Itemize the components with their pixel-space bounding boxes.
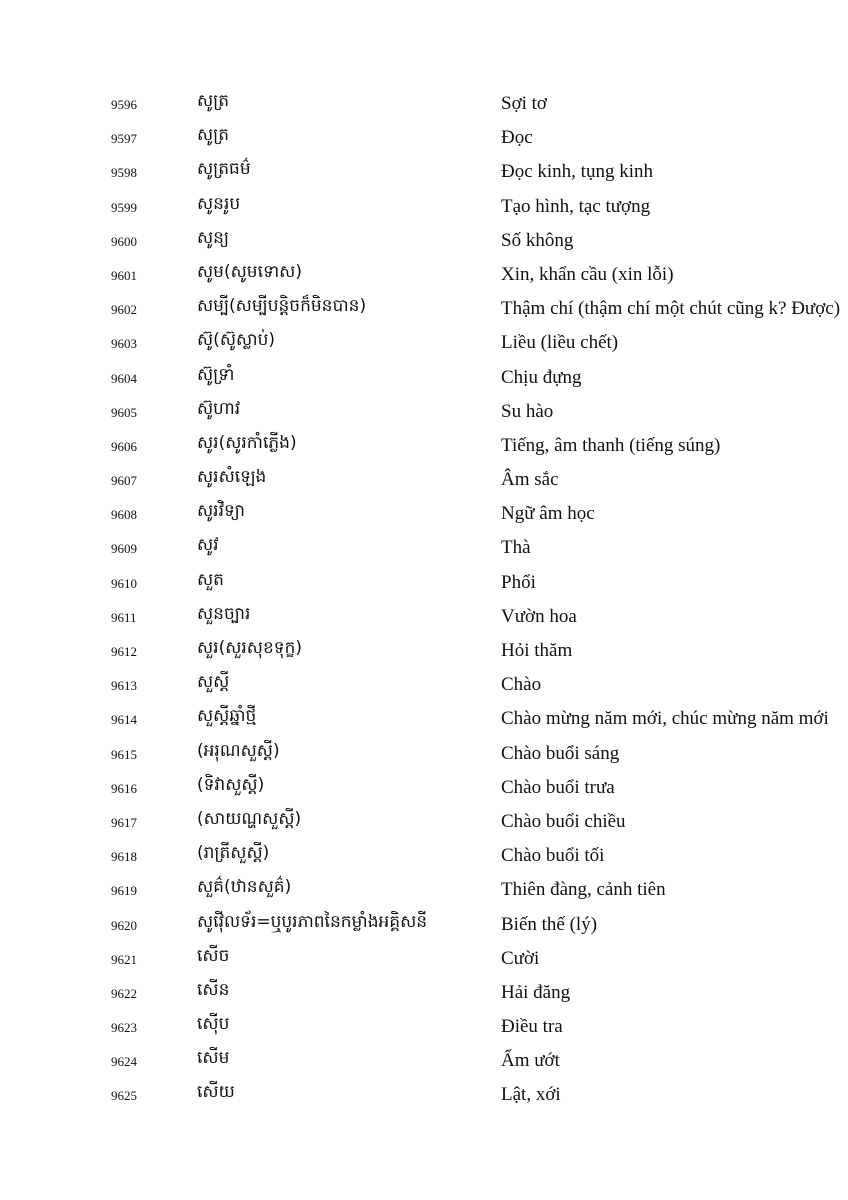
vietnamese-translation: Lật, xới xyxy=(501,1084,561,1106)
khmer-word: សូន្យ xyxy=(197,227,230,248)
khmer-word: សើច xyxy=(197,945,230,966)
vietnamese-translation: Số không xyxy=(501,229,574,251)
khmer-word: សូត្រ xyxy=(197,125,230,146)
vietnamese-translation: Cười xyxy=(501,947,540,969)
vietnamese-translation: Su hào xyxy=(501,400,554,422)
dictionary-entry-row xyxy=(0,360,848,394)
vietnamese-translation: Thà xyxy=(501,537,531,559)
vietnamese-translation: Thiên đàng, cảnh tiên xyxy=(501,879,666,901)
dictionary-entry-row xyxy=(0,599,848,633)
entry-number: 9613 xyxy=(111,678,137,694)
vietnamese-translation: Phổi xyxy=(501,571,536,593)
vietnamese-translation: Điều tra xyxy=(501,1016,563,1038)
entry-number: 9611 xyxy=(111,609,137,625)
vietnamese-translation: Ngữ âm học xyxy=(501,503,595,525)
entry-number: 9625 xyxy=(111,1088,137,1104)
dictionary-entry-row xyxy=(0,667,848,701)
khmer-word: (អរុណសួស្តី) xyxy=(197,740,280,761)
vietnamese-translation: Chào buổi tối xyxy=(501,845,605,867)
dictionary-entry-row xyxy=(0,907,848,941)
khmer-word: សូរ(សូរកាំភ្លើង) xyxy=(197,432,297,453)
vietnamese-translation: Chào buổi chiều xyxy=(501,810,626,832)
entry-number: 9603 xyxy=(111,336,137,352)
entry-number: 9597 xyxy=(111,131,137,147)
entry-number: 9614 xyxy=(111,712,137,728)
dictionary-entry-row xyxy=(0,86,848,120)
vietnamese-translation: Thậm chí (thậm chí một chút cũng k? Được) xyxy=(501,298,841,320)
entry-number: 9618 xyxy=(111,849,137,865)
entry-number: 9600 xyxy=(111,233,137,249)
vietnamese-translation: Biến thế (lý) xyxy=(501,913,598,935)
entry-number: 9624 xyxy=(111,1054,137,1070)
entry-number: 9615 xyxy=(111,746,137,762)
dictionary-entry-row xyxy=(0,872,848,906)
entry-number: 9609 xyxy=(111,541,137,557)
vietnamese-translation: Liều (liều chết) xyxy=(501,332,619,354)
khmer-word: សើយ xyxy=(197,1082,235,1103)
dictionary-entry-row xyxy=(0,1077,848,1111)
entry-number: 9620 xyxy=(111,917,137,933)
entry-number: 9608 xyxy=(111,507,137,523)
dictionary-entry-row xyxy=(0,838,848,872)
vietnamese-translation: Ẩm ướt xyxy=(501,1050,560,1072)
khmer-word: សូវ៉ើលទ័រ=ឬបូរភាពនៃកម្លាំងអគ្គិសនី xyxy=(197,911,428,932)
vietnamese-translation: Chào xyxy=(501,674,542,696)
dictionary-entry-row xyxy=(0,530,848,564)
dictionary-entry-row xyxy=(0,462,848,496)
dictionary-entry-row xyxy=(0,223,848,257)
khmer-word: ស៊ូ(ស៊ូស្លាប់) xyxy=(197,330,276,351)
khmer-word: សើម xyxy=(197,1048,230,1069)
khmer-word: ស៊ូទ្រាំ xyxy=(197,364,235,385)
dictionary-entry-row xyxy=(0,975,848,1009)
dictionary-entry-row xyxy=(0,189,848,223)
vietnamese-translation: Tạo hình, tạc tượng xyxy=(501,195,651,217)
khmer-word: (សាយណ្ហសួស្តី) xyxy=(197,808,302,829)
dictionary-entry-row xyxy=(0,154,848,188)
vietnamese-translation: Hải đăng xyxy=(501,981,571,1003)
dictionary-entry-row xyxy=(0,941,848,975)
entry-number: 9605 xyxy=(111,404,137,420)
khmer-word: សួស្តីឆ្នាំថ្មី xyxy=(197,706,257,727)
dictionary-entry-row xyxy=(0,701,848,735)
entry-number: 9604 xyxy=(111,370,137,386)
khmer-word: សួនច្បារ xyxy=(197,603,251,624)
entry-number: 9599 xyxy=(111,199,137,215)
khmer-word: (ទិវាសួស្តី) xyxy=(197,774,265,795)
dictionary-entry-row xyxy=(0,633,848,667)
khmer-word: សូម(សូមទោស) xyxy=(197,261,302,282)
dictionary-entry-row xyxy=(0,394,848,428)
khmer-word: សូនរូប xyxy=(197,193,241,214)
entry-number: 9598 xyxy=(111,165,137,181)
vietnamese-translation: Sợi tơ xyxy=(501,93,547,114)
dictionary-entry-row xyxy=(0,428,848,462)
dictionary-entry-row xyxy=(0,325,848,359)
entry-number: 9617 xyxy=(111,814,137,830)
entry-number: 9607 xyxy=(111,473,137,489)
dictionary-entries xyxy=(0,86,848,1112)
vietnamese-translation: Tiếng, âm thanh (tiếng súng) xyxy=(501,434,721,456)
entry-number: 9623 xyxy=(111,1020,137,1036)
khmer-word: សូវ xyxy=(197,535,219,556)
dictionary-entry-row xyxy=(0,120,848,154)
vietnamese-translation: Chào buổi sáng xyxy=(501,742,620,764)
khmer-word: សូរវិទ្យា xyxy=(197,501,245,522)
dictionary-entry-row xyxy=(0,1043,848,1077)
vietnamese-translation: Đọc kinh, tụng kinh xyxy=(501,161,653,183)
entry-number: 9616 xyxy=(111,780,137,796)
vietnamese-translation: Hỏi thăm xyxy=(501,640,573,661)
khmer-word: សម្បី(សម្បីបន្តិចក៏មិនបាន) xyxy=(197,296,367,317)
khmer-word: ស៊ើប xyxy=(197,1014,230,1035)
vietnamese-translation: Xin, khẩn cầu (xin lỗi) xyxy=(501,263,674,285)
khmer-word: សូត្រ xyxy=(197,91,230,111)
vietnamese-translation: Chịu đựng xyxy=(501,366,582,388)
khmer-word: សួស្តី xyxy=(197,672,230,693)
dictionary-entry-row xyxy=(0,291,848,325)
vietnamese-translation: Chào buổi trưa xyxy=(501,776,615,798)
entry-number: 9621 xyxy=(111,951,137,967)
dictionary-entry-row xyxy=(0,257,848,291)
vietnamese-translation: Vườn hoa xyxy=(501,605,577,627)
vietnamese-translation: Chào mừng năm mới, chúc mừng năm mới xyxy=(501,708,829,730)
entry-number: 9619 xyxy=(111,883,137,899)
vietnamese-translation: Âm sắc xyxy=(501,469,559,491)
dictionary-entry-row xyxy=(0,804,848,838)
dictionary-entry-row xyxy=(0,770,848,804)
entry-number: 9610 xyxy=(111,575,137,591)
vietnamese-translation: Đọc xyxy=(501,127,533,149)
dictionary-entry-row xyxy=(0,496,848,530)
dictionary-entry-row xyxy=(0,1009,848,1043)
entry-number: 9596 xyxy=(111,97,137,112)
khmer-word: ស៊ូហាវ xyxy=(197,398,241,419)
khmer-word: សូរសំឡេង xyxy=(197,467,267,488)
entry-number: 9601 xyxy=(111,267,137,283)
dictionary-entry-row xyxy=(0,565,848,599)
dictionary-entry-row xyxy=(0,736,848,770)
khmer-word: សើន xyxy=(197,979,230,1000)
khmer-word: សួគ៌(ឋានសួគ៌) xyxy=(197,877,292,898)
khmer-word: សួរ(សួរសុខទុក្ខ) xyxy=(197,638,302,658)
khmer-word: (រាត្រីសួស្តី) xyxy=(197,843,270,864)
entry-number: 9622 xyxy=(111,985,137,1001)
khmer-word: សូត្រធម៌ xyxy=(197,159,251,180)
entry-number: 9606 xyxy=(111,438,137,454)
entry-number: 9612 xyxy=(111,644,137,659)
entry-number: 9602 xyxy=(111,302,137,318)
khmer-word: សួត xyxy=(197,569,224,590)
